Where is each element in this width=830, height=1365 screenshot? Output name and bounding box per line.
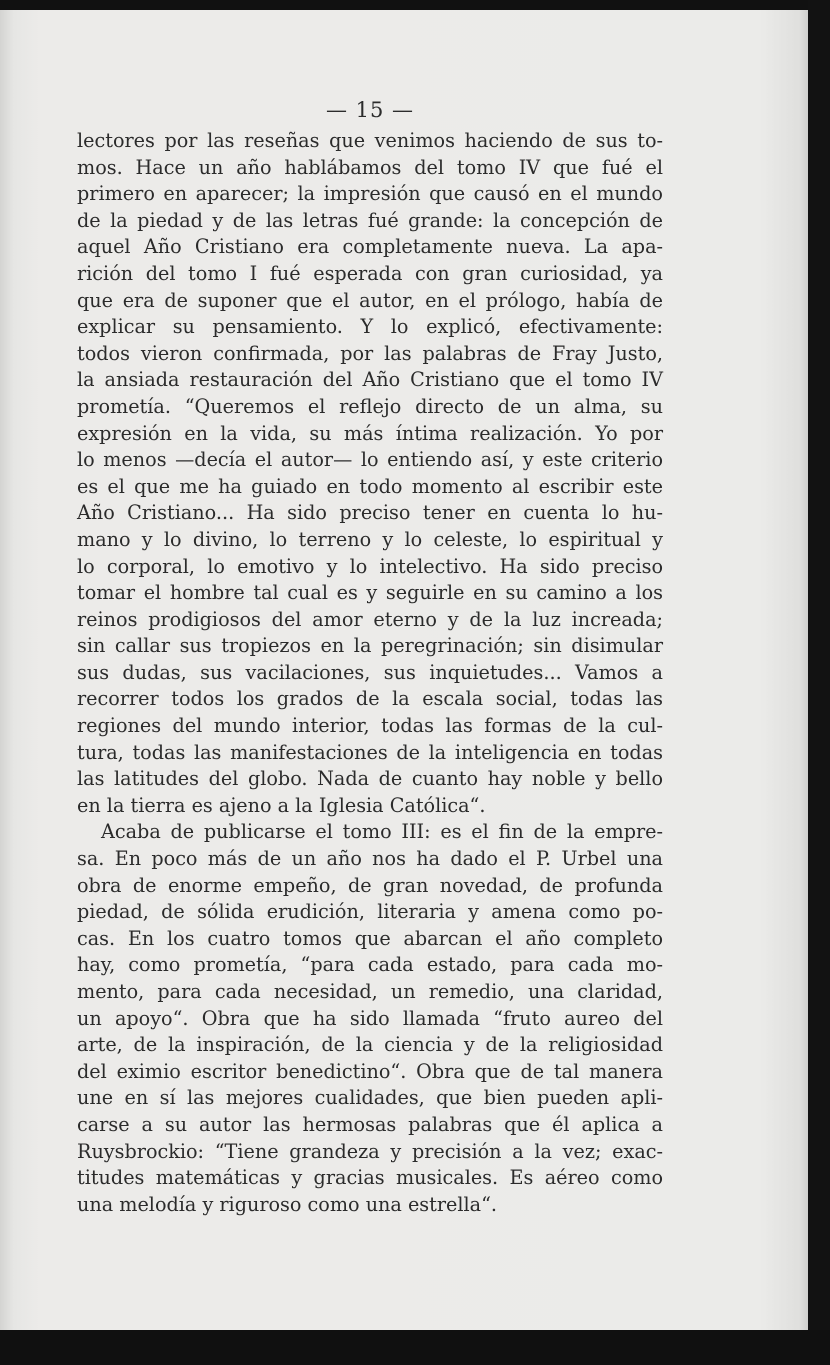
text-line: la ansiada restauración del Año Cristiano que el tomo IV <box>77 368 663 392</box>
text-line: lo menos —decía el autor— lo entiendo así, y este criterio <box>77 448 663 472</box>
text-line: que era de suponer que el autor, en el prólogo, había de <box>77 288 663 312</box>
paragraph-2 <box>77 819 663 1218</box>
text-line: Año Cristiano... Ha sido preciso tener en cuenta lo hu- <box>77 501 663 525</box>
text-line: obra de enorme empeño, de gran novedad, de profunda <box>77 873 663 897</box>
text-line: primero en aparecer; la impresión que causó en el mundo <box>77 182 663 206</box>
text-line: tomar el hombre tal cual es y seguirle en su camino a los <box>77 581 663 605</box>
scan-right-edge <box>808 0 830 1365</box>
text-line: Acaba de publicarse el tomo III: es el fin de la empre- <box>101 820 663 844</box>
text-line: en la tierra es ajeno a la Iglesia Católica“. <box>77 793 486 817</box>
text-line: lo corporal, lo emotivo y lo intelectivo. Ha sido preciso <box>77 554 663 578</box>
scan-bottom-border <box>0 1330 830 1365</box>
text-line: las latitudes del globo. Nada de cuanto hay noble y bello <box>77 767 663 791</box>
text-line: Ruysbrockio: “Tiene grandeza y precisión a la vez; exac- <box>77 1139 663 1163</box>
text-line: recorrer todos los grados de la escala social, todas las <box>77 687 663 711</box>
text-line: una melodía y riguroso como una estrella“. <box>77 1192 498 1216</box>
text-line: expresión en la vida, su más íntima realización. Yo por <box>77 421 663 445</box>
text-line: mos. Hace un año hablábamos del tomo IV que fué el <box>77 155 663 179</box>
text-line: mento, para cada necesidad, un remedio, una claridad, <box>77 980 663 1003</box>
text-line: une en sí las mejores cualidades, que bien pueden apli- <box>77 1086 663 1110</box>
book-page <box>0 10 808 1330</box>
text-line: arte, de la inspiración, de la ciencia y de la religiosidad <box>77 1033 663 1057</box>
page-number: — 15 — <box>325 98 415 122</box>
text-line: reinos prodigiosos del amor eterno y de la luz increada; <box>77 607 663 631</box>
text-line: sin callar sus tropiezos en la peregrinación; sin disimular <box>77 634 663 658</box>
text-line: de la piedad y de las letras fué grande: la concepción de <box>77 208 663 232</box>
text-line: del eximio escritor benedictino“. Obra que de tal manera <box>77 1059 663 1083</box>
text-line: titudes matemáticas y gracias musicales. Es aéreo como <box>77 1166 663 1190</box>
text-line: es el que me ha guiado en todo momento al escribir este <box>77 474 663 498</box>
text-line: sa. En poco más de un año nos ha dado el P. Urbel una <box>77 847 663 871</box>
text-line: rición del tomo I fué esperada con gran curiosidad, ya <box>77 261 663 285</box>
text-line: piedad, de sólida erudición, literaria y amena como po- <box>77 900 663 924</box>
body-text <box>77 128 663 1218</box>
text-line: carse a su autor las hermosas palabras que él aplica a <box>77 1112 663 1136</box>
text-line: hay, como prometía, “para cada estado, para cada mo- <box>77 953 663 977</box>
text-line: aquel Año Cristiano era completamente nueva. La apa- <box>77 235 663 259</box>
text-line: explicar su pensamiento. Y lo explicó, efectivamente: <box>77 315 663 339</box>
text-line: sus dudas, sus vacilaciones, sus inquietudes... Vamos a <box>77 660 663 684</box>
text-line: todos vieron confirmada, por las palabras de Fray Justo, <box>77 341 663 365</box>
text-line: mano y lo divino, lo terreno y lo celeste, lo espiritual y <box>77 527 663 551</box>
text-line: lectores por las reseñas que venimos haciendo de sus to- <box>77 129 663 152</box>
text-line: regiones del mundo interior, todas las formas de la cul- <box>77 714 663 738</box>
text-line: prometía. “Queremos el reflejo directo de un alma, su <box>77 394 663 418</box>
text-line: cas. En los cuatro tomos que abarcan el año completo <box>77 926 663 950</box>
paragraph-1 <box>77 128 663 819</box>
text-line: tura, todas las manifestaciones de la inteligencia en todas <box>77 740 663 764</box>
text-line: un apoyo“. Obra que ha sido llamada “fruto aureo del <box>77 1006 663 1030</box>
